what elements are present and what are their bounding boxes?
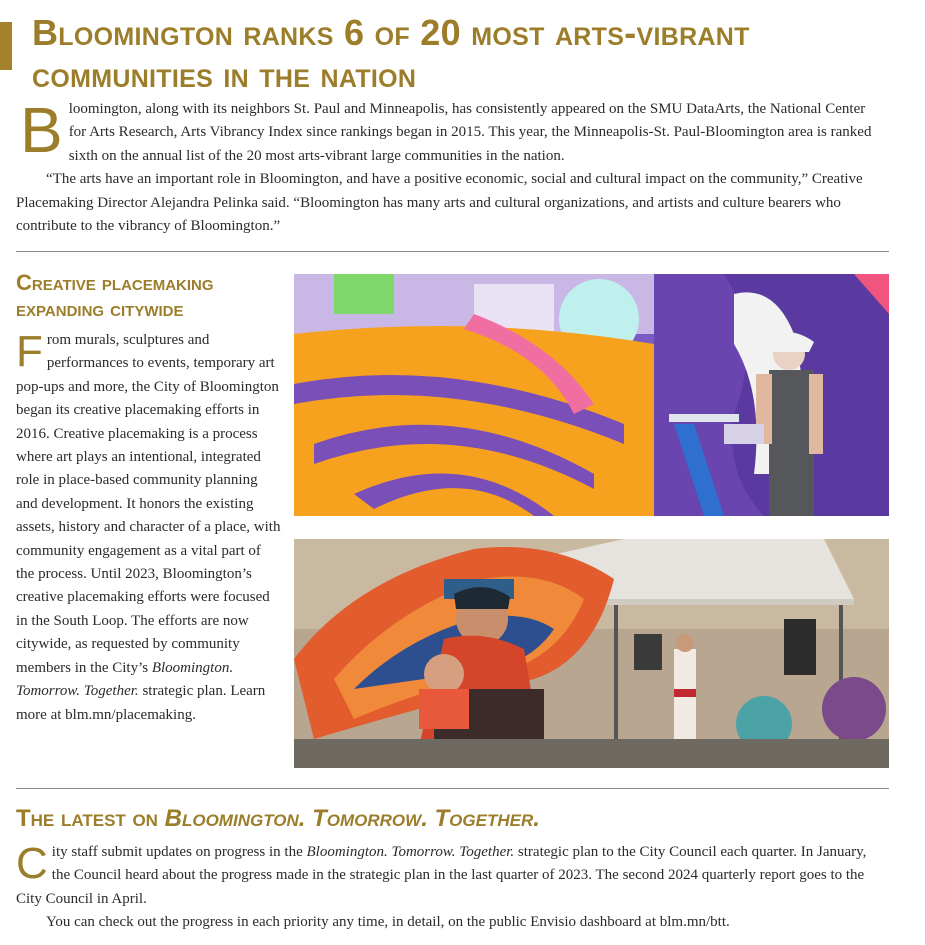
mural-photo [294, 274, 889, 516]
page-edge-tab [0, 22, 12, 70]
dropcap-b: B [20, 94, 63, 166]
latest-paragraph-3: You can check out the progress in each priority any time, in detail, on the public Envisio dashboard at blm.mn/btt. [46, 914, 730, 931]
dropcap-c: C [16, 839, 48, 888]
placemaking-text-end: strategic plan. Learn more at blm.mn/placemaking. [16, 683, 266, 723]
placemaking-text: rom murals, sculptures and performances to events, temporary art pop-ups and more, the City of Bloomington began its creative placemaking efforts in 2016. Creative placemaking is a process where art plays an intentional, integrated role in place-based community planning and development. It honors the existing assets, history and character of a place, with community engagement as a vital part of the process. Until 2023, Bloomington’s creative placemaking efforts were focused in the South Loop. The efforts are now citywide, as requested by community members in the City’s [16, 332, 281, 676]
headline: Bloomington ranks 6 of 20 most arts-vibrant communities in the nation [32, 12, 750, 95]
latest-heading [16, 804, 876, 834]
placemaking-body [16, 329, 282, 727]
latest-p1a: ity staff submit updates on progress in the [51, 844, 307, 860]
latest-article [16, 841, 886, 935]
dropcap-f: F [16, 327, 43, 376]
dancers-photo [294, 539, 889, 768]
intro-article [16, 94, 886, 238]
section-divider [16, 251, 889, 252]
latest-plan-name: Bloomington. Tomorrow. Together. [306, 844, 515, 860]
intro-paragraph-1: loomington, along with its neighbors St. Paul and Minneapolis, has consistently appeared on the SMU DataArts, the National Center for Arts Research, Arts Vibrancy Index since rankings began in 2015. This year, the Minneapolis-St. Paul-Bloomington area is ranked sixth on the annual list of the 20 most arts-vibrant large communities in the nation. [68, 101, 872, 164]
latest-p1b: strategic plan to the City Council each quarter. [514, 844, 798, 860]
intro-paragraph-2: “The arts have an important role in Bloomington, and have a positive economic, social and cultural impact on the community,” Creative Placemaking Director Alejandra Pelinka said. “Bloomington has many arts and cultural organizations, and artists and culture bearers who contribute to the vibrancy of Bloomington.” [16, 171, 863, 235]
latest-heading-prefix: The latest on [16, 805, 165, 832]
latest-heading-plan: Bloomington. Tomorrow. Together. [164, 805, 540, 832]
plan-name: Bloomington. Tomorrow. Together. [16, 659, 234, 700]
section-divider-2 [16, 788, 889, 789]
latest-paragraph-2: In January, the Council heard about the progress made in the strategic plan in the last quarter of 2023. The second 2024 quarterly report goes to the City Council in April. [16, 844, 867, 907]
placemaking-heading: Creative placemaking expanding citywide [16, 270, 214, 321]
